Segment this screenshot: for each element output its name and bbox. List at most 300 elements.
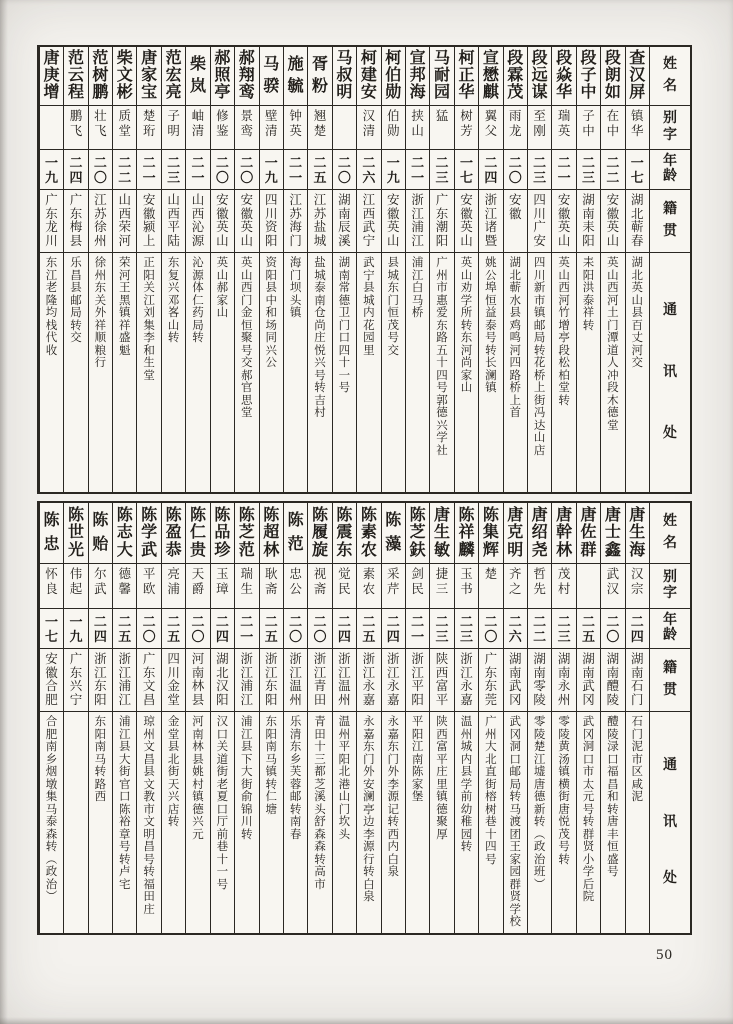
cell-name: 胥 粉	[312, 55, 329, 96]
cell-age: 一 七	[455, 149, 478, 189]
cell-age: 二 四	[626, 608, 649, 648]
person-column	[551, 47, 575, 492]
person-column	[332, 503, 356, 933]
cell-age: 二 〇	[504, 149, 527, 189]
cell-age: 二 三	[430, 608, 453, 648]
cell-name: 陈 超 林	[263, 506, 280, 559]
cell-name: 段 焱 华	[556, 50, 573, 101]
cell-name: 施 毓	[287, 55, 304, 96]
cell-courtesy-name: 瑞 生	[235, 563, 258, 608]
cell-name: 马 叔 明	[336, 50, 353, 101]
cell-name: 唐 生 敏	[434, 506, 451, 559]
person-column	[429, 47, 453, 492]
header-cell-address: 通 讯 处	[650, 252, 690, 492]
cell-age: 二 六	[357, 149, 380, 189]
cell-age: 二 五	[357, 608, 380, 648]
cell-origin: 浙 江 青 田	[308, 648, 331, 711]
cell-courtesy-name	[577, 563, 600, 608]
person-column	[63, 47, 87, 492]
cell-address: 沁 源 体 仁 药 局 转	[186, 252, 209, 492]
cell-courtesy-name: 平 欧	[137, 563, 160, 608]
cell-address: 永 嘉 东 门 外 李 源 记 转 西 内 白 泉	[382, 711, 405, 933]
cell-name: 马 耐 园	[434, 50, 451, 101]
cell-age: 一 九	[382, 149, 405, 189]
cell-name: 柴 岚	[189, 55, 206, 96]
cell-courtesy-name: 岫 清	[186, 105, 209, 149]
cell-courtesy-name: 捷 三	[430, 563, 453, 608]
cell-address: 零 陵 楚 江 墟 唐 德 新 转 ︵ 政 治 班 ︶	[528, 711, 551, 933]
cell-name: 郝 照 亭	[214, 50, 231, 101]
cell-age: 二 二	[528, 608, 551, 648]
person-column	[39, 47, 63, 492]
cell-age: 二 四	[479, 149, 502, 189]
cell-age: 二 〇	[211, 149, 234, 189]
cell-courtesy-name: 修 鉴	[211, 105, 234, 149]
cell-address: 徐 州 东 关 外 祥 顺 粮 行	[89, 252, 112, 492]
cell-courtesy-name: 楚 珩	[137, 105, 160, 149]
cell-origin: 广 东 兴 宁	[64, 648, 87, 711]
cell-age: 二 〇	[137, 608, 160, 648]
cell-age: 二 五	[308, 149, 331, 189]
header-cell-courtesy-name: 别 字	[650, 105, 690, 149]
cell-age: 一 九	[64, 608, 87, 648]
cell-name: 唐 幹 林	[556, 506, 573, 559]
cell-age: 二 三	[528, 149, 551, 189]
cell-origin: 山 西 荣 河	[113, 189, 136, 252]
cell-courtesy-name: 质 堂	[113, 105, 136, 149]
cell-age: 二 二	[113, 149, 136, 189]
cell-origin: 浙 江 温 州	[333, 648, 356, 711]
cell-name: 陈 仁 贵	[189, 506, 206, 559]
cell-address: 东 江 老 隆 均 栈 代 收	[40, 252, 63, 492]
cell-origin: 浙 江 诸 暨	[479, 189, 502, 252]
cell-address: 耒 阳 洪 泰 祥 转	[577, 252, 600, 492]
cell-courtesy-name: 亮 浦	[162, 563, 185, 608]
cell-age: 二 一	[406, 608, 429, 648]
cell-name: 陈 范	[287, 512, 304, 553]
cell-courtesy-name: 壁 清	[260, 105, 283, 149]
person-column	[283, 47, 307, 492]
cell-name: 陈 芝 鈇	[409, 506, 426, 559]
cell-courtesy-name: 德 馨	[113, 563, 136, 608]
cell-origin: 浙 江 永 嘉	[382, 648, 405, 711]
person-column	[600, 47, 624, 492]
cell-age: 一 七	[40, 608, 63, 648]
person-column	[112, 503, 136, 933]
cell-age: 二 三	[162, 149, 185, 189]
cell-origin: 安 徽 英 山	[552, 189, 575, 252]
cell-address: 石 门 泥 市 区 咸 泥	[626, 711, 649, 933]
cell-origin: 湖 北 汉 阳	[211, 648, 234, 711]
cell-courtesy-name: 景 鸾	[235, 105, 258, 149]
cell-courtesy-name: 瑞 英	[552, 105, 575, 149]
cell-courtesy-name	[40, 105, 63, 149]
cell-courtesy-name: 武 汉	[601, 563, 624, 608]
person-column	[112, 47, 136, 492]
cell-age: 二 二	[601, 149, 624, 189]
cell-origin: 浙 江 东 阳	[89, 648, 112, 711]
cell-age: 二 五	[162, 608, 185, 648]
header-cell-address: 通 讯 处	[650, 711, 690, 933]
cell-origin: 浙 江 浦 江	[406, 189, 429, 252]
person-column	[136, 503, 160, 933]
cell-courtesy-name: 镇 华	[626, 105, 649, 149]
cell-name: 陈 贻	[92, 512, 109, 553]
cell-address: 资 阳 县 中 和 场 同 兴 公	[260, 252, 283, 492]
cell-address: 金 堂 县 北 街 天 兴 店 转	[162, 711, 185, 933]
header-cell-courtesy-name: 别 字	[650, 563, 690, 608]
person-column	[185, 47, 209, 492]
cell-address: 四 川 新 市 镇 邮 局 转 花 桥 上 街 冯 达 山 店	[528, 252, 551, 492]
cell-courtesy-name: 天 爵	[186, 563, 209, 608]
cell-age: 一 七	[626, 149, 649, 189]
cell-courtesy-name: 尔 武	[89, 563, 112, 608]
header-cell-age: 年 龄	[650, 608, 690, 648]
cell-origin: 广 东 文 昌	[137, 648, 160, 711]
cell-origin: 安 徽	[504, 189, 527, 252]
cell-origin: 四 川 广 安	[528, 189, 551, 252]
cell-address: 盐 城 泰 南 仓 尚 庄 悦 兴 号 转 吉 村	[308, 252, 331, 492]
person-column	[576, 47, 600, 492]
cell-origin: 江 西 武 宁	[357, 189, 380, 252]
cell-address: 浦 江 县 下 大 街 俞 锦 川 转	[235, 711, 258, 933]
person-column	[576, 503, 600, 933]
cell-address: 姚 公 埠 恒 益 泰 号 转 长 澜 镇	[479, 252, 502, 492]
cell-origin: 四 川 金 堂	[162, 648, 185, 711]
person-column	[283, 503, 307, 933]
person-column	[234, 47, 258, 492]
person-column	[429, 503, 453, 933]
cell-origin: 浙 江 浦 江	[113, 648, 136, 711]
cell-age: 二 六	[504, 608, 527, 648]
cell-origin: 浙 江 温 州	[284, 648, 307, 711]
cell-origin: 安 徽 英 山	[211, 189, 234, 252]
person-column	[210, 47, 234, 492]
person-column	[356, 47, 380, 492]
person-column	[478, 503, 502, 933]
person-column	[63, 503, 87, 933]
cell-courtesy-name: 钟 英	[284, 105, 307, 149]
cell-age: 二 〇	[284, 608, 307, 648]
cell-name: 范 树 鹏	[92, 50, 109, 101]
cell-age: 二 四	[382, 608, 405, 648]
person-column	[405, 503, 429, 933]
cell-origin: 山 西 沁 源	[186, 189, 209, 252]
cell-name: 陈 藻	[385, 512, 402, 553]
cell-origin: 湖 南 武 冈	[577, 648, 600, 711]
cell-name: 查 汉 屏	[629, 50, 646, 101]
cell-origin: 江 苏 徐 州	[89, 189, 112, 252]
cell-name: 唐 绍 尧	[531, 506, 548, 559]
cell-address: 汉 口 关 道 街 老 夏 口 厅 前 巷 十 一 号	[211, 711, 234, 933]
cell-origin: 河 南 林 县	[186, 648, 209, 711]
cell-age: 二 三	[577, 149, 600, 189]
cell-courtesy-name: 雨 龙	[504, 105, 527, 149]
cell-address: 英 山 西 河 土 门 潭 道 人 冲 段 木 德 堂	[601, 252, 624, 492]
cell-origin: 广 东 东 莞	[479, 648, 502, 711]
cell-name: 陈 忠	[43, 512, 60, 553]
cell-age: 二 四	[333, 608, 356, 648]
cell-age: 二 〇	[186, 608, 209, 648]
cell-name: 陈 祥 麟	[458, 506, 475, 559]
person-column	[161, 47, 185, 492]
cell-name: 宣 懋 麒	[482, 50, 499, 101]
cell-address: 县 城 东 门 恒 茂 号 交	[382, 252, 405, 492]
cell-address: 武 冈 洞 口 市 太 元 号 转 群 贤 小 学 后 院	[577, 711, 600, 933]
cell-age: 二 一	[552, 149, 575, 189]
cell-origin: 广 东 龙 川	[40, 189, 63, 252]
cell-name: 段 霖 茂	[507, 50, 524, 101]
cell-courtesy-name: 树 芳	[455, 105, 478, 149]
cell-origin: 安 徽 颍 上	[137, 189, 160, 252]
cell-address: 温 州 城 内 县 学 前 幼 稚 园 转	[455, 711, 478, 933]
cell-courtesy-name: 素 农	[357, 563, 380, 608]
cell-origin: 浙 江 永 嘉	[357, 648, 380, 711]
cell-address: 零 陵 黄 汤 镇 横 街 唐 悦 茂 号 转	[552, 711, 575, 933]
cell-address: 英 山 郝 家 山	[211, 252, 234, 492]
person-column	[625, 503, 649, 933]
cell-origin: 湖 南 永 州	[552, 648, 575, 711]
person-column	[478, 47, 502, 492]
cell-address: 英 山 西 门 金 恒 聚 号 交 郝 官 思 堂	[235, 252, 258, 492]
cell-courtesy-name: 子 中	[577, 105, 600, 149]
cell-address: 温 州 平 阳 北 港 山 门 坎 头	[333, 711, 356, 933]
cell-age: 二 三	[430, 149, 453, 189]
cell-address: 陕 西 富 平 庄 里 镇 德 聚 厚	[430, 711, 453, 933]
cell-name: 马 骙	[263, 55, 280, 96]
person-column	[503, 47, 527, 492]
cell-address: 广 州 大 北 直 街 榕 树 巷 十 四 号	[479, 711, 502, 933]
cell-origin: 湖 南 辰 溪	[333, 189, 356, 252]
cell-address: 海 门 坝 头 镇	[284, 252, 307, 492]
directory-table-top	[37, 45, 692, 494]
cell-address: 浦 江 白 马 桥	[406, 252, 429, 492]
cell-courtesy-name: 猛	[430, 105, 453, 149]
cell-age: 二 五	[577, 608, 600, 648]
cell-name: 范 宏 亮	[165, 50, 182, 101]
cell-age: 二 〇	[333, 149, 356, 189]
cell-address: 永 嘉 东 门 外 安 澜 亭 边 李 源 行 转 白 泉	[357, 711, 380, 933]
cell-age: 二 四	[211, 608, 234, 648]
cell-address: 荣 河 王 黑 镇 祥 盛 魁	[113, 252, 136, 492]
cell-name: 唐 士 鑫	[604, 506, 621, 559]
cell-age: 二 一	[235, 608, 258, 648]
person-column	[39, 503, 63, 933]
cell-origin: 陕 西 富 平	[430, 648, 453, 711]
person-column	[600, 503, 624, 933]
cell-origin: 湖 南 零 陵	[528, 648, 551, 711]
cell-age: 一 九	[260, 149, 283, 189]
header-cell-origin: 籍 贯	[650, 648, 690, 711]
cell-age: 二 五	[113, 608, 136, 648]
cell-name: 唐 家 宝	[141, 50, 158, 101]
person-column	[88, 47, 112, 492]
cell-address: 琼 州 文 昌 县 文 教 市 文 明 昌 号 转 福 田 庄	[137, 711, 160, 933]
cell-origin: 安 徽 合 肥	[40, 648, 63, 711]
cell-address: 东 阳 南 马 镇 转 仁 塘	[260, 711, 283, 933]
cell-age: 二 四	[89, 608, 112, 648]
cell-name: 柯 建 安	[360, 50, 377, 101]
cell-name: 唐 佐 群	[580, 506, 597, 559]
cell-address: 乐 清 东 乡 芙 蓉 邮 转 南 春	[284, 711, 307, 933]
cell-origin: 广 东 梅 县	[64, 189, 87, 252]
cell-address: 浦 江 县 大 街 官 口 陈 裕 章 号 转 卢 宅	[113, 711, 136, 933]
cell-name: 陈 震 东	[336, 506, 353, 559]
person-column	[381, 503, 405, 933]
cell-courtesy-name: 忠 公	[284, 563, 307, 608]
cell-address: 平 阳 江 南 陈 家 堡	[406, 711, 429, 933]
cell-address: 英 山 西 河 竹 增 亭 段 松 柏 堂 转	[552, 252, 575, 492]
person-column	[503, 503, 527, 933]
person-column	[551, 503, 575, 933]
cell-courtesy-name: 汉 清	[357, 105, 380, 149]
cell-courtesy-name: 楚	[479, 563, 502, 608]
cell-courtesy-name	[333, 105, 356, 149]
cell-age: 二 一	[406, 149, 429, 189]
person-column	[185, 503, 209, 933]
directory-table-bottom	[37, 501, 692, 935]
cell-courtesy-name: 挟 山	[406, 105, 429, 149]
cell-origin: 浙 江 浦 江	[235, 648, 258, 711]
cell-name: 陈 盈 恭	[165, 506, 182, 559]
person-column	[136, 47, 160, 492]
person-column	[527, 503, 551, 933]
cell-origin: 湖 南 醴 陵	[601, 648, 624, 711]
cell-age: 二 四	[64, 149, 87, 189]
cell-name: 陈 履 旋	[312, 506, 329, 559]
cell-origin: 江 苏 海 门	[284, 189, 307, 252]
cell-name: 陈 集 辉	[482, 506, 499, 559]
cell-origin: 浙 江 平 阳	[406, 648, 429, 711]
person-column	[307, 503, 331, 933]
cell-name: 陈 世 光	[67, 506, 84, 559]
cell-origin: 浙 江 东 阳	[260, 648, 283, 711]
cell-name: 陈 学 武	[141, 506, 158, 559]
cell-age: 二 〇	[601, 608, 624, 648]
cell-age: 二 〇	[479, 608, 502, 648]
cell-address: 乐 昌 县 邮 局 转 交	[64, 252, 87, 492]
cell-name: 段 朗 如	[604, 50, 621, 101]
cell-origin: 安 徽 英 山	[235, 189, 258, 252]
person-column	[381, 47, 405, 492]
person-column	[332, 47, 356, 492]
header-cell-name: 姓 名	[663, 57, 677, 94]
person-column	[161, 503, 185, 933]
cell-age: 二 一	[284, 149, 307, 189]
person-column	[307, 47, 331, 492]
cell-courtesy-name: 玉 璋	[211, 563, 234, 608]
cell-courtesy-name: 耿 斋	[260, 563, 283, 608]
cell-address: 湖 北 英 山 县 百 丈 河 交	[626, 252, 649, 492]
header-column	[649, 47, 690, 492]
cell-address: 广 州 市 惠 爱 东 路 五 十 四 号 郭 德 兴 学 社	[430, 252, 453, 492]
cell-name: 陈 素 农	[360, 506, 377, 559]
cell-courtesy-name: 茂 村	[552, 563, 575, 608]
cell-name: 陈 志 大	[116, 506, 133, 559]
person-column	[210, 503, 234, 933]
person-column	[527, 47, 551, 492]
cell-name: 唐 克 明	[507, 506, 524, 559]
cell-courtesy-name: 哲 先	[528, 563, 551, 608]
person-column	[259, 47, 283, 492]
cell-address: 正 阳 关 江 刘 集 李 和 生 堂	[137, 252, 160, 492]
cell-name: 段 远 谋	[531, 50, 548, 101]
cell-name: 柯 正 华	[458, 50, 475, 101]
cell-origin: 湖 南 耒 阳	[577, 189, 600, 252]
cell-address: 武 冈 洞 口 邮 局 转 马 渡 团 王 家 园 群 贤 学 校	[504, 711, 527, 933]
cell-age: 二 三	[552, 608, 575, 648]
cell-origin: 湖 北 蕲 春	[626, 189, 649, 252]
person-column	[88, 503, 112, 933]
header-cell-name: 姓 名	[663, 513, 677, 552]
cell-courtesy-name: 子 明	[162, 105, 185, 149]
cell-courtesy-name: 壮 飞	[89, 105, 112, 149]
cell-origin: 湖 南 武 冈	[504, 648, 527, 711]
person-column	[454, 47, 478, 492]
cell-address: 河 南 林 县 姚 村 镇 德 兴 元	[186, 711, 209, 933]
cell-courtesy-name: 采 芹	[382, 563, 405, 608]
cell-courtesy-name: 视 斋	[308, 563, 331, 608]
cell-address: 青 田 十 三 都 芝 溪 头 舒 森 森 转 高 市	[308, 711, 331, 933]
cell-age: 一 九	[40, 149, 63, 189]
person-column	[625, 47, 649, 492]
cell-address: 东 复 兴 邓 峉 山 转	[162, 252, 185, 492]
cell-age: 二 一	[137, 149, 160, 189]
cell-name: 唐 庚 增	[43, 50, 60, 101]
cell-name: 陈 品 珍	[214, 506, 231, 559]
cell-courtesy-name: 怀 良	[40, 563, 63, 608]
cell-name: 宣 邦 海	[409, 50, 426, 101]
cell-courtesy-name: 至 刚	[528, 105, 551, 149]
cell-origin: 四 川 资 阳	[260, 189, 283, 252]
page-number: 50	[656, 947, 673, 963]
cell-origin: 山 西 平 陆	[162, 189, 185, 252]
cell-origin: 湖 南 石 门	[626, 648, 649, 711]
cell-age: 二 一	[186, 149, 209, 189]
cell-age: 二 五	[260, 608, 283, 648]
cell-address	[64, 711, 87, 933]
cell-address: 英 山 劝 学 所 转 东 河 尚 家 山	[455, 252, 478, 492]
header-cell-origin: 籍 贯	[650, 189, 690, 252]
cell-name: 唐 生 海	[629, 506, 646, 559]
cell-address: 武 宁 县 城 内 花 园 里	[357, 252, 380, 492]
cell-age: 二 〇	[235, 149, 258, 189]
cell-courtesy-name: 鹏 飞	[64, 105, 87, 149]
person-column	[405, 47, 429, 492]
cell-address: 东 阳 南 马 转 路 西	[89, 711, 112, 933]
cell-courtesy-name: 在 中	[601, 105, 624, 149]
person-column	[234, 503, 258, 933]
cell-courtesy-name: 翘 楚	[308, 105, 331, 149]
cell-name: 陈 芝 范	[238, 506, 255, 559]
cell-origin: 江 苏 盐 城	[308, 189, 331, 252]
cell-age: 二 三	[455, 608, 478, 648]
cell-origin: 浙 江 永 嘉	[455, 648, 478, 711]
person-column	[259, 503, 283, 933]
cell-courtesy-name: 齐 之	[504, 563, 527, 608]
cell-age: 二 〇	[89, 149, 112, 189]
cell-courtesy-name: 剑 民	[406, 563, 429, 608]
cell-courtesy-name: 玉 书	[455, 563, 478, 608]
cell-courtesy-name: 觉 民	[333, 563, 356, 608]
person-column	[454, 503, 478, 933]
person-column	[356, 503, 380, 933]
cell-origin: 安 徽 英 山	[455, 189, 478, 252]
cell-courtesy-name: 汉 宗	[626, 563, 649, 608]
cell-age: 二 〇	[308, 608, 331, 648]
cell-name: 范 云 程	[67, 50, 84, 101]
cell-name: 柴 文 彬	[116, 50, 133, 101]
